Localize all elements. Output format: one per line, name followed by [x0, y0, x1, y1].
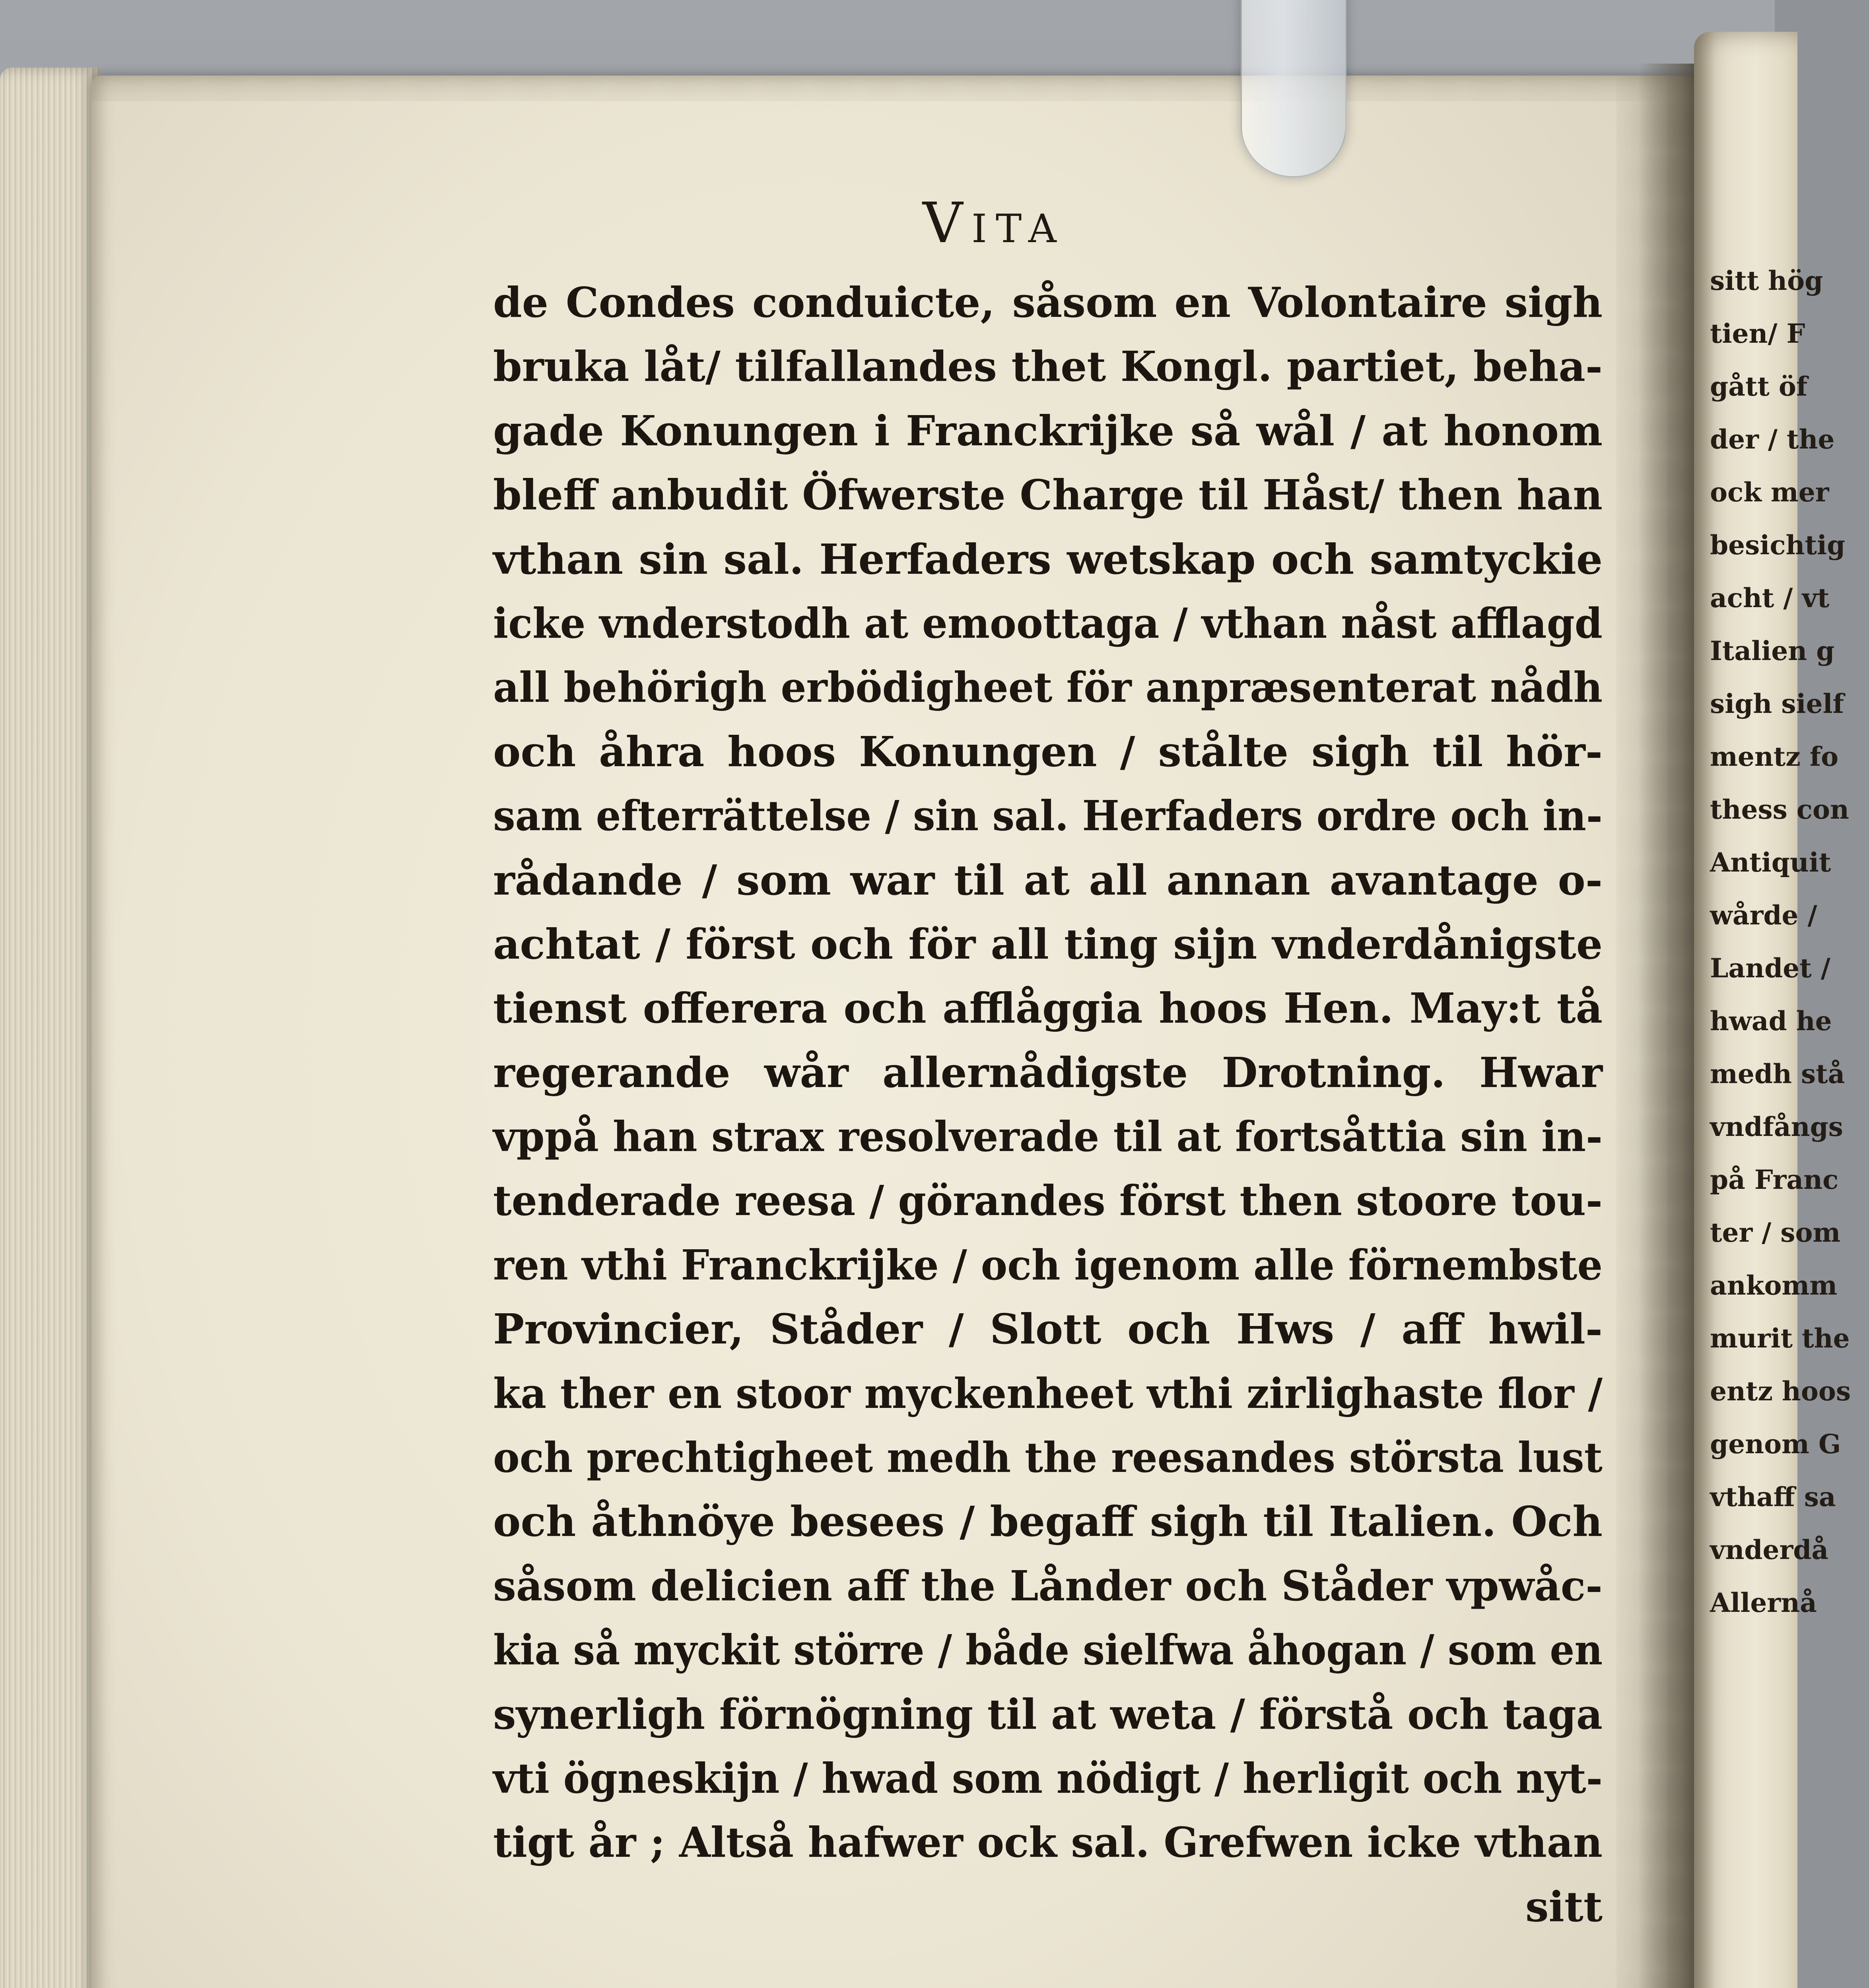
catchword	[493, 1875, 1603, 1939]
facing-line: medh stå	[1710, 1058, 1845, 1089]
facing-line: vthaff sa	[1710, 1481, 1836, 1512]
facing-line: sigh sielf	[1710, 688, 1844, 719]
text-line: achtat / först och för all ting sijn vnderdånigste	[493, 919, 1603, 969]
text-line: all behörigh erbödigheet för anpræsenterat nådh	[493, 663, 1603, 712]
text-line: vthan sin sal. Herfaders wetskap och samtyckie	[493, 534, 1603, 584]
text-line: och prechtigheet medh the reesandes största lust	[493, 1433, 1603, 1482]
text-line: gade Konungen i Franckrijke så wål / at honom	[493, 406, 1603, 455]
facing-line: Allernå	[1710, 1587, 1817, 1618]
text-line: och åthnöye besees / begaff sigh til Italien. Och	[493, 1497, 1603, 1546]
text-line: rådande / som war til at all annan avantage o-	[493, 855, 1603, 905]
text-line: de Condes conduicte, såsom en Volontaire sigh	[493, 278, 1603, 327]
text-line: vppå han strax resolverade til at fortsåttia sin in-	[493, 1112, 1603, 1161]
text-line: tenderade reesa / görandes först then stoore tou-	[493, 1176, 1603, 1225]
facing-line: Landet /	[1710, 953, 1830, 984]
text-line: sam efterrättelse / sin sal. Herfaders ordre och in-	[493, 791, 1603, 841]
facing-line: besichtig	[1710, 530, 1846, 561]
text-line: regerande wår allernådigste Drotning. Hwar	[493, 1048, 1603, 1097]
text-line: icke vnderstodh at emoottaga / vthan nåst afflagd	[493, 598, 1603, 648]
facing-line: vnderdå	[1710, 1534, 1829, 1565]
text-line: vti ögneskijn / hwad som nödigt / herligit och nyt-	[493, 1753, 1603, 1803]
book-clip-top	[1241, 0, 1346, 177]
body-text	[493, 270, 1603, 1939]
text-line: bleff anbudit Öfwerste Charge til Håst/ then han	[493, 470, 1603, 520]
facing-line: på Franc	[1710, 1164, 1839, 1195]
facing-line: hwad he	[1710, 1006, 1832, 1037]
text-line: och åhra hoos Konungen / stålte sigh til hör-	[493, 727, 1603, 776]
facing-line: acht / vt	[1710, 582, 1830, 613]
facing-line: entz hoos	[1710, 1376, 1851, 1407]
facing-line: gått öf	[1710, 371, 1808, 402]
facing-line: thess con	[1710, 794, 1849, 825]
facing-line: genom G	[1710, 1429, 1841, 1460]
facing-line: Italien g	[1710, 635, 1835, 666]
facing-page	[1694, 32, 1851, 1988]
facing-line: ock mer	[1710, 477, 1829, 508]
text-line: tienst offerera och afflåggia hoos Hen. May:t tå	[493, 984, 1603, 1033]
facing-line: vndfångs	[1710, 1111, 1843, 1142]
text-line: ren vthi Franckrijke / och igenom alle förnembste	[493, 1240, 1603, 1289]
text-line: kia så myckit större / både sielfwa åhogan / som en	[493, 1625, 1603, 1675]
running-head: Vita	[923, 191, 1065, 256]
facing-line: ankomm	[1710, 1270, 1838, 1301]
text-line: synerligh förnögning til at weta / förstå och taga	[493, 1689, 1603, 1739]
facing-line: der / the	[1710, 424, 1835, 455]
facing-line: wårde /	[1710, 900, 1817, 931]
page-stack-edge	[0, 68, 99, 1988]
text-line: såsom delicien aff the Lånder och Ståder vpwåc-	[493, 1561, 1603, 1610]
text-line: tigt år ; Altså hafwer ock sal. Grefwen icke vthan	[493, 1818, 1603, 1867]
text-line: bruka låt/ tilfallandes thet Kongl. partiet, beha-	[493, 342, 1603, 391]
facing-page-text	[1710, 254, 1869, 1629]
facing-line: tien/ F	[1710, 318, 1805, 349]
facing-line: sitt hög	[1710, 265, 1823, 296]
catchword-text: sitt	[1525, 1882, 1603, 1931]
facing-line: Antiquit	[1710, 847, 1831, 878]
facing-line: ter / som	[1710, 1217, 1841, 1248]
text-line: Provincier, Ståder / Slott och Hws / aff hwil-	[493, 1305, 1603, 1354]
text-line: ka ther en stoor myckenheet vthi zirlighaste flor /	[493, 1369, 1603, 1418]
facing-line: mentz fo	[1710, 741, 1839, 772]
facing-line: murit the	[1710, 1323, 1850, 1354]
